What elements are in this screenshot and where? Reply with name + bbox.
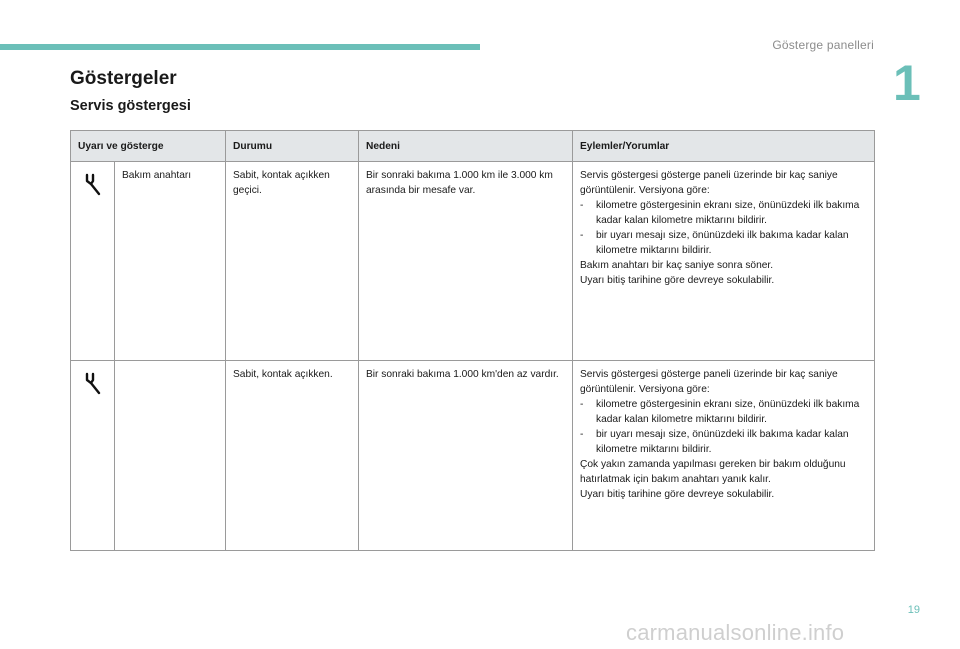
wrench-icon bbox=[82, 172, 104, 196]
actions-cell bbox=[573, 361, 875, 551]
actions-note: Çok yakın zamanda yapılması gereken bir bakım olduğunu hatırlatmak için bakım anahtarı yanık kalır. bbox=[580, 459, 846, 485]
column-header-status: Durumu bbox=[226, 131, 359, 162]
actions-note: Uyarı bitiş tarihine göre devreye sokulabilir. bbox=[580, 489, 775, 500]
list-item: - kilometre göstergesinin ekranı size, önünüzdeki ilk bakıma kadar kalan kilometre miktarını bildirir. bbox=[580, 399, 860, 425]
indicator-table bbox=[70, 130, 875, 551]
wrench-icon bbox=[82, 371, 104, 395]
column-header-cause: Nedeni bbox=[359, 131, 573, 162]
indicator-icon-cell bbox=[71, 162, 115, 361]
page-title: Göstergeler bbox=[70, 68, 177, 89]
page-number: 19 bbox=[907, 604, 920, 616]
table-header-row bbox=[71, 131, 875, 162]
header-accent-bar bbox=[0, 44, 480, 50]
list-item: - bir uyarı mesajı size, önünüzdeki ilk bakıma kadar kalan kilometre miktarını bildirir. bbox=[580, 230, 849, 256]
actions-note: Bakım anahtarı bir kaç saniye sonra söner. bbox=[580, 260, 774, 271]
indicator-name bbox=[115, 361, 226, 551]
column-header-indicator: Uyarı ve gösterge bbox=[71, 131, 226, 162]
indicator-icon-cell bbox=[71, 361, 115, 551]
list-item: - bir uyarı mesajı size, önünüzdeki ilk bakıma kadar kalan kilometre miktarını bildirir. bbox=[580, 429, 849, 455]
chapter-number: 1 bbox=[893, 55, 921, 111]
actions-intro: Servis göstergesi gösterge paneli üzerinde bir kaç saniye görüntülenir. Versiyona göre: bbox=[580, 170, 838, 196]
status-text: Sabit, kontak açıkken geçici. bbox=[226, 162, 359, 361]
cause-text: Bir sonraki bakıma 1.000 km ile 3.000 km arasında bir mesafe var. bbox=[359, 162, 573, 361]
status-text: Sabit, kontak açıkken. bbox=[226, 361, 359, 551]
indicator-name: Bakım anahtarı bbox=[115, 162, 226, 361]
table-row bbox=[71, 361, 875, 551]
column-header-actions: Eylemler/Yorumlar bbox=[573, 131, 875, 162]
actions-cell bbox=[573, 162, 875, 361]
cause-text: Bir sonraki bakıma 1.000 km'den az vardır. bbox=[359, 361, 573, 551]
list-item: - kilometre göstergesinin ekranı size, önünüzdeki ilk bakıma kadar kalan kilometre miktarını bildirir. bbox=[580, 200, 860, 226]
actions-intro: Servis göstergesi gösterge paneli üzerinde bir kaç saniye görüntülenir. Versiyona göre: bbox=[580, 369, 838, 395]
section-title: Gösterge panelleri bbox=[772, 38, 874, 52]
table-row bbox=[71, 162, 875, 361]
page-subtitle: Servis göstergesi bbox=[70, 98, 191, 114]
actions-note: Uyarı bitiş tarihine göre devreye sokulabilir. bbox=[580, 275, 775, 286]
watermark: carmanualsonline.info bbox=[626, 620, 845, 645]
